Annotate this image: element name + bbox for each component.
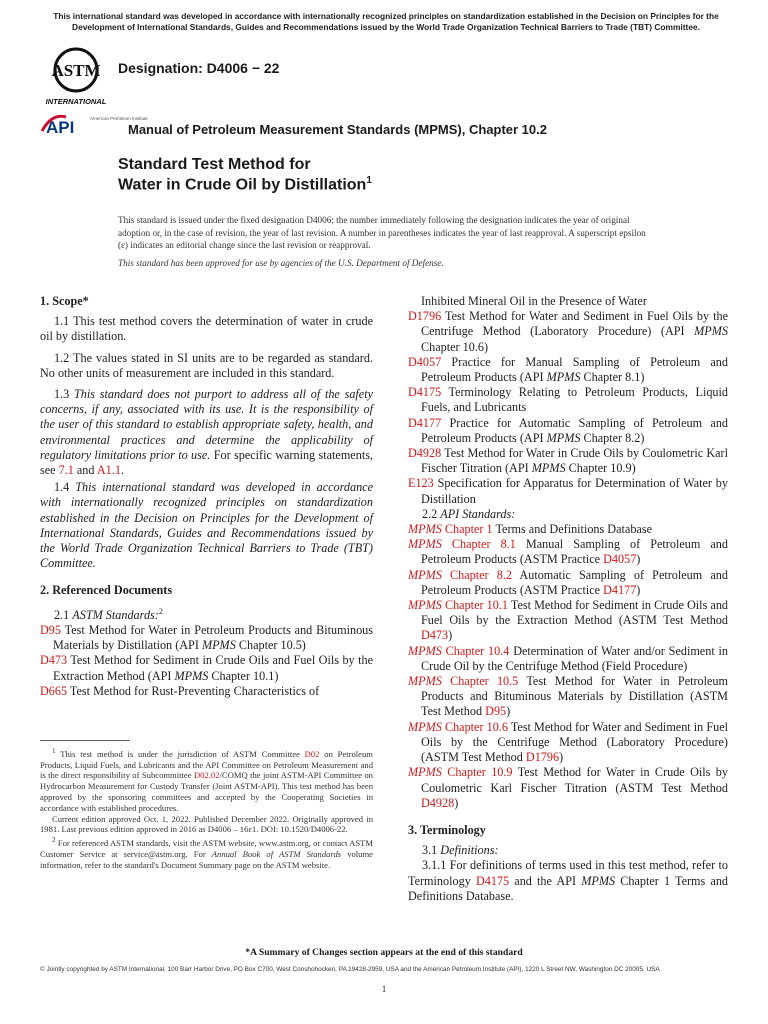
link-d4175[interactable]: D4175 xyxy=(475,873,510,888)
footnotes xyxy=(40,746,373,870)
astm-reference-title: Test Method for Rust-Preventing Characteristics of xyxy=(69,683,320,698)
astm-logo xyxy=(40,46,112,106)
api-reference-astm-link[interactable]: D4177 xyxy=(603,582,637,597)
astm-reference-mpms: MPMS xyxy=(546,430,581,445)
api-reference-item xyxy=(408,644,728,674)
astm-reference-code[interactable]: D4057 xyxy=(408,354,442,369)
api-reference-mpms[interactable]: MPMS xyxy=(408,522,442,537)
footnote-2 xyxy=(40,835,373,870)
api-logo-caption: American Petroleum Institute xyxy=(90,116,148,121)
astm-reference-title: Practice for Automatic Sampling of Petroleum and Petroleum Products (API xyxy=(421,415,729,445)
api-reference-title: Test Method for Water and Sediment in Fuel Oils by the Centrifuge Method (Laboratory Procedure) (ASTM Test Method xyxy=(421,719,729,765)
scope-1-3-num: 1.3 xyxy=(54,387,70,402)
link-7-1[interactable]: 7.1 xyxy=(58,463,74,478)
section-terminology-heading: 3. Terminology xyxy=(408,822,486,837)
api-reference-mpms[interactable]: MPMS xyxy=(408,674,442,689)
terminology-3-1-label: Definitions: xyxy=(440,843,499,858)
section-scope-heading: 1. Scope* xyxy=(40,294,89,308)
astm-reference-mpms: MPMS xyxy=(694,324,728,339)
api-reference-mpms[interactable]: MPMS xyxy=(408,643,442,658)
astm-reference-mpms: MPMS xyxy=(201,638,236,653)
scope-1-4-italic: This international standard was developed in accordance with internationally recognized principles on standardization established in the Decision on Principles for the Development of International Standards, Guides and Recommendations issued by the World Trade Organization Technical Barriers to Trade (TBT) Committee. xyxy=(40,480,373,571)
api-reference-chapter[interactable]: Chapter 10.1 xyxy=(444,598,508,613)
scope-1-3-tail: For specific warning statements, see xyxy=(40,447,373,478)
summary-of-changes-note: *A Summary of Changes section appears at the end of this standard xyxy=(245,947,523,958)
astm-logo-caption: INTERNATIONAL xyxy=(45,97,107,106)
api-reference-chapter[interactable]: Chapter 8.2 xyxy=(449,567,512,582)
link-committee-d02[interactable]: D02 xyxy=(304,748,320,759)
footnote-2-a: For referenced ASTM standards, visit the ASTM website, www.astm.org, or contact ASTM Customer Service at service@astm.org. For xyxy=(40,838,373,859)
astm-standards-num: 2.1 xyxy=(54,607,70,622)
terminology-3-1-1-end: Chapter 1 Terms and Definitions Database. xyxy=(408,873,729,903)
astm-reference-item xyxy=(40,653,373,683)
api-reference-item xyxy=(408,537,728,567)
terminology-3-1-1-mpms: MPMS xyxy=(581,873,616,888)
left-column xyxy=(40,294,373,699)
astm-reference-item xyxy=(408,385,728,415)
api-reference-chapter[interactable]: Chapter 10.4 xyxy=(445,643,510,658)
section-refdocs-heading: 2. Referenced Documents xyxy=(40,583,173,598)
api-reference-item xyxy=(408,522,728,537)
api-logo-text: API xyxy=(46,118,75,137)
api-reference-close: ) xyxy=(506,704,511,719)
api-reference-item xyxy=(408,765,728,811)
astm-reference-chapter: Chapter 10.1) xyxy=(211,668,279,683)
api-reference-list xyxy=(408,522,728,811)
title-line-2 xyxy=(118,175,372,194)
api-reference-chapter[interactable]: Chapter 8.1 xyxy=(451,537,516,552)
scope-1-3 xyxy=(40,387,373,478)
astm-standards-label: ASTM Standards: xyxy=(72,607,159,622)
api-reference-title: Test Method for Sediment in Crude Oils and Fuel Oils by the Extraction Method (ASTM Test Method xyxy=(421,598,729,628)
scope-1-4-num: 1.4 xyxy=(54,480,70,495)
api-reference-astm-link[interactable]: D4928 xyxy=(421,795,455,810)
api-reference-title: Test Method for Water in Crude Oils by Coulometric Karl Fischer Titration (ASTM Test Method xyxy=(421,765,728,795)
astm-reference-code[interactable]: D665 xyxy=(40,683,68,698)
footnote-2-b: volume information, refer to the standard's Document Summary page on the ASTM website. xyxy=(40,848,373,870)
title-line-1: Standard Test Method for xyxy=(118,156,311,173)
api-emblem-icon xyxy=(40,111,148,137)
api-standards-label: API Standards: xyxy=(440,506,516,521)
api-reference-item xyxy=(408,598,728,644)
terminology-3-1-1 xyxy=(408,858,728,904)
astm-reference-chapter: Chapter 10.9) xyxy=(568,461,636,476)
scope-1-3-italic: This standard does not purport to address all of the safety concerns, if any, associated with its use. It is the responsibility of the user of this standard to establish appropriate safety, health, and environmental practices and determine the applicability of regulatory limitations prior to use. xyxy=(40,387,374,462)
api-reference-chapter[interactable]: Chapter 10.9 xyxy=(447,765,513,780)
link-a1-1[interactable]: A1.1 xyxy=(96,463,121,478)
astm-reference-code[interactable]: D473 xyxy=(40,653,68,668)
astm-reference-mpms: MPMS xyxy=(174,668,209,683)
api-reference-astm-link[interactable]: D473 xyxy=(421,628,449,643)
astm-reference-code[interactable]: D4175 xyxy=(408,385,442,400)
api-reference-mpms[interactable]: MPMS xyxy=(408,719,442,734)
astm-emblem-icon xyxy=(40,46,112,106)
astm-reference-code[interactable]: D95 xyxy=(40,622,61,637)
link-subcommittee-d02-02[interactable]: D02.02 xyxy=(193,770,220,781)
api-reference-close: ) xyxy=(448,628,453,643)
scope-1-2: 1.2 The values stated in SI units are to be regarded as standard. No other units of measurement are included in this standard. xyxy=(40,350,373,380)
footnote-1-a: This test method is under the jurisdiction of ASTM Committee xyxy=(60,748,300,759)
astm-reference-item xyxy=(408,476,728,506)
astm-reference-title: Test Method for Water in Petroleum Products and Bituminous Materials by Distillation (API xyxy=(53,622,373,653)
scope-1-1: 1.1 This test method covers the determination of water in crude oil by distillation. xyxy=(40,314,373,344)
api-reference-title: Test Method for Water in Petroleum Products and Bituminous Materials by Distillation (ASTM Test Method xyxy=(421,674,729,719)
scope-1-3-end: . xyxy=(120,463,124,478)
astm-reference-title: Practice for Manual Sampling of Petroleum and Petroleum Products (API xyxy=(421,354,728,385)
astm-reference-item xyxy=(408,355,728,385)
astm-reference-code[interactable]: D4928 xyxy=(408,446,442,461)
astm-standards-subheading xyxy=(40,604,373,623)
astm-reference-chapter: Chapter 8.2) xyxy=(583,430,645,445)
api-reference-title: Automatic Sampling of Petroleum and Petroleum Products (ASTM Practice xyxy=(421,567,728,597)
astm-reference-code[interactable]: E123 xyxy=(408,476,434,491)
api-reference-close: ) xyxy=(559,750,564,765)
astm-reference-code[interactable]: D4177 xyxy=(408,415,442,430)
astm-reference-code[interactable]: D1796 xyxy=(408,309,442,324)
astm-reference-list-right xyxy=(408,294,728,507)
api-reference-mpms[interactable]: MPMS xyxy=(408,537,442,552)
terminology-3-1-1-mid: and the API xyxy=(514,873,577,888)
terminology-3-1-1-pre: 3.1.1 For definitions of terms used in this test method, refer to Terminology xyxy=(408,858,728,888)
astm-reference-chapter: Chapter 10.6) xyxy=(421,339,489,354)
designation: Designation: D4006 − 22 xyxy=(118,60,280,76)
api-logo xyxy=(40,111,148,137)
astm-reference-title: Specification for Apparatus for Determination of Water by Distillation xyxy=(421,476,728,506)
footnote-2-mark: 2 xyxy=(52,836,56,845)
astm-reference-chapter: Chapter 8.1) xyxy=(583,370,645,385)
api-reference-astm-link[interactable]: D4057 xyxy=(603,552,637,567)
api-reference-item xyxy=(408,674,728,720)
astm-reference-chapter: Chapter 10.5) xyxy=(238,638,306,653)
title-line-2-text: Water in Crude Oil by Distillation xyxy=(118,176,367,194)
manual-title: Manual of Petroleum Measurement Standards (MPMS), Chapter 10.2 xyxy=(128,122,547,137)
api-reference-astm-link[interactable]: D1796 xyxy=(525,750,560,765)
right-column xyxy=(408,294,728,904)
api-reference-chapter[interactable]: Chapter 1 xyxy=(444,522,493,537)
api-standards-subheading xyxy=(408,507,728,522)
dod-approval-note: This standard has been approved for use by agencies of the U.S. Department of Defense. xyxy=(118,258,444,268)
astm-reference-item xyxy=(408,446,728,476)
footnote-rule xyxy=(40,740,130,741)
api-reference-title: Determination of Water and/or Sediment in Crude Oil by the Centrifuge Method (Field Procedure) xyxy=(421,643,728,673)
api-reference-close: ) xyxy=(454,795,459,810)
astm-reference-title: Test Method for Sediment in Crude Oils and Fuel Oils by the Extraction Method (API xyxy=(53,653,374,683)
footnote-1-mark: 1 xyxy=(52,747,56,755)
footnote-1-b: on Petroleum Products, Liquid Fuels, and Lubricants and the API Committee on Petroleum Measurement and is the direct responsibility of Subcommittee xyxy=(40,748,373,781)
astm-reference-list-left xyxy=(40,623,373,699)
astm-reference-title: Terminology Relating to Petroleum Products, Liquid Fuels, and Lubricants xyxy=(421,385,728,415)
api-reference-mpms[interactable]: MPMS xyxy=(408,765,442,780)
astm-reference-title: Test Method for Water in Crude Oils by Coulometric Karl Fischer Titration (API xyxy=(421,446,728,476)
api-reference-mpms[interactable]: MPMS xyxy=(408,598,442,613)
scope-1-4 xyxy=(40,480,373,571)
api-reference-item xyxy=(408,720,728,766)
astm-reference-title-continued: Inhibited Mineral Oil in the Presence of Water xyxy=(421,294,647,308)
api-reference-title: Manual Sampling of Petroleum and Petroleum Products (ASTM Practice xyxy=(421,537,728,567)
astm-logo-text: ASTM xyxy=(51,61,101,80)
api-reference-chapter[interactable]: Chapter 10.5 xyxy=(450,674,519,689)
astm-reference-mpms: MPMS xyxy=(546,370,581,385)
api-reference-mpms[interactable]: MPMS xyxy=(408,567,442,582)
copyright-line: © Jointly copyrighted by ASTM International, 100 Barr Harbor Drive, PO Box C700, West Conshohocken, PA 19428-2959, USA and the American Petroleum Institute (API), 1220 L Street NW, Washington DC 20005, USA xyxy=(40,966,660,973)
designation-intro: This standard is issued under the fixed designation D4006; the number immediately following the designation indicates the year of original adoption or, in the case of revision, the year of last revision. A number in parentheses indicates the year of last reapproval. A superscript epsilon (ε) indicates an editorial change since the last revision or reapproval. xyxy=(118,215,646,250)
footnote-1-edition: Current edition approved Oct. 1, 2022. Published December 2022. Originally approved in 1981. Last previous edition approved in 2016 as D4006 – 16ε1. DOI: 10.1520/D4006-22. xyxy=(40,813,373,835)
astm-reference-item xyxy=(408,416,728,446)
astm-reference-item xyxy=(40,684,373,699)
api-reference-close: ) xyxy=(636,582,641,597)
api-reference-chapter[interactable]: Chapter 10.6 xyxy=(444,719,508,734)
terminology-3-1-num: 3.1 xyxy=(422,843,438,858)
astm-reference-title: Test Method for Water and Sediment in Fuel Oils by the Centrifuge Method (Laboratory Procedure) (API xyxy=(421,309,729,339)
terminology-3-1 xyxy=(408,843,728,858)
astm-standards-footnote-mark: 2 xyxy=(158,606,163,616)
page-number: 1 xyxy=(381,984,387,995)
astm-reference-mpms: MPMS xyxy=(531,461,566,476)
astm-reference-continuation xyxy=(408,294,728,309)
api-reference-astm-link[interactable]: D95 xyxy=(485,704,507,719)
footnote-1 xyxy=(40,746,373,814)
tbt-header-note: This international standard was developed in accordance with internationally recognized principles on standardization established in the Decision on Principles for the Development of International Standards, Guides and Recommendations issued by the World Trade Organization Technical Barriers to Trade (TBT) Committee. xyxy=(53,11,719,32)
footnote-2-italic: Annual Book of ASTM Standards xyxy=(211,848,342,859)
scope-1-3-and: and xyxy=(76,463,95,478)
api-reference-title: Terms and Definitions Database xyxy=(495,522,652,537)
title-footnote-mark: 1 xyxy=(366,175,372,186)
footnote-1-c: /COMQ the joint ASTM-API Committee on Hydrocarbon Measurement for Custody Transfer (Joint ASTM-API). This test method has been approved by the sponsoring committees and accepted by the Cooperating Societies in accordance with established procedures. xyxy=(40,770,373,813)
api-standards-num: 2.2 xyxy=(422,506,438,521)
api-reference-item xyxy=(408,568,728,598)
astm-reference-item xyxy=(408,309,728,355)
api-reference-close: ) xyxy=(636,552,641,567)
astm-reference-item xyxy=(40,623,373,653)
